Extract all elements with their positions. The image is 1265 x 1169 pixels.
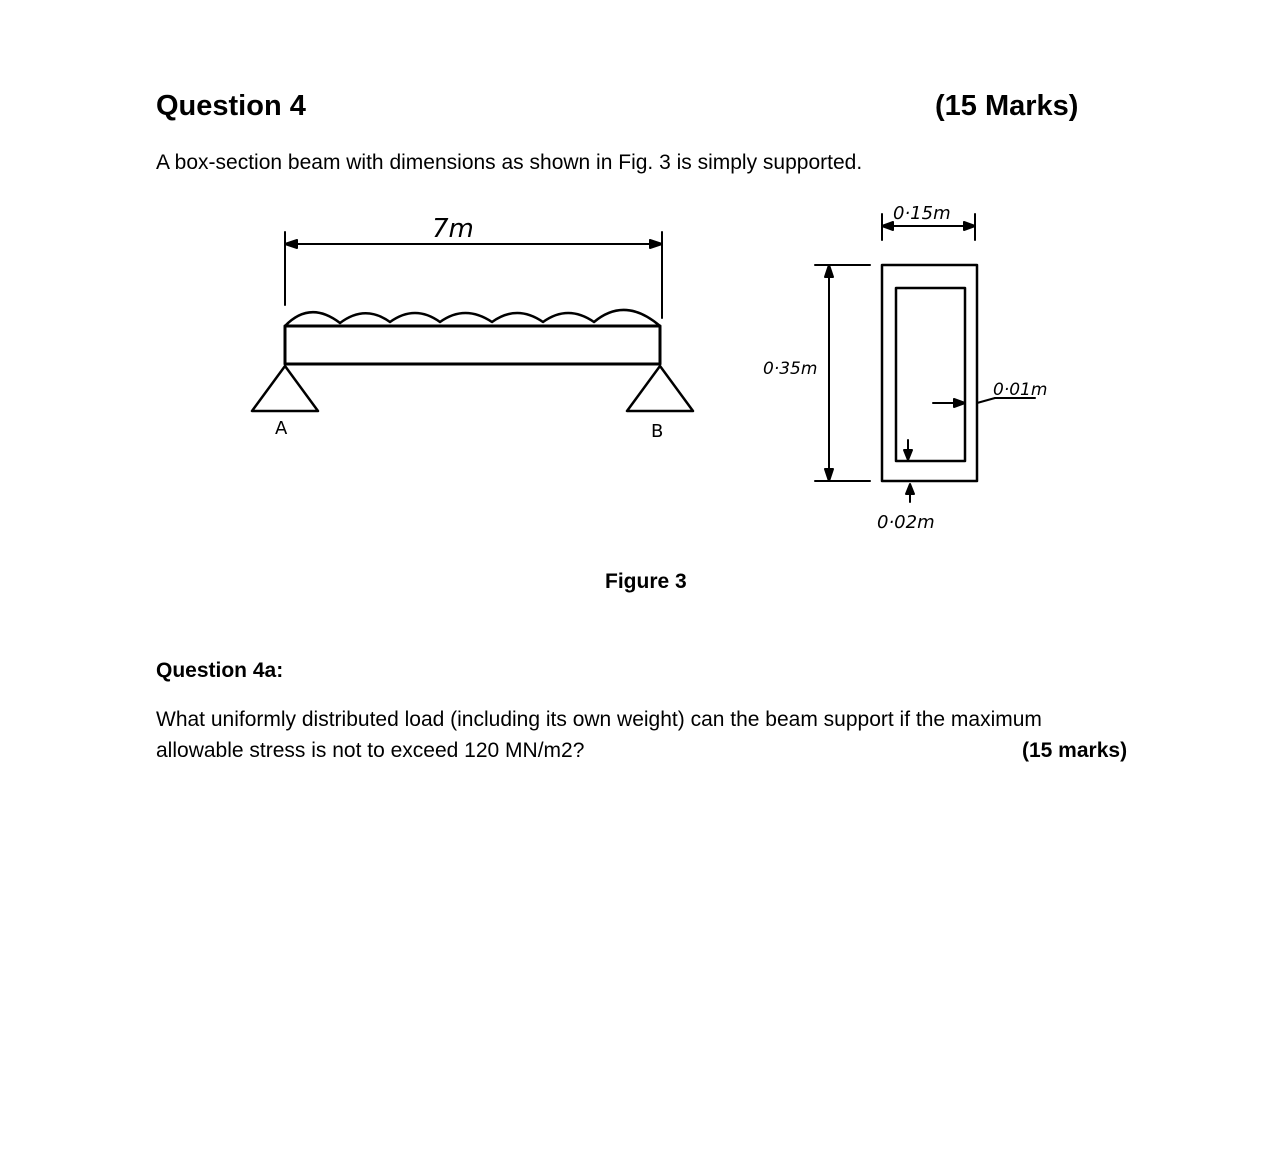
sub-question-text-line-2: allowable stress is not to exceed 120 MN/m2? xyxy=(156,739,585,762)
question-marks: (15 Marks) xyxy=(935,90,1079,122)
height-dimension-line xyxy=(815,265,870,481)
support-a-icon xyxy=(252,366,318,411)
sub-question-heading: Question 4a: xyxy=(156,659,284,682)
height-label: 0·35m xyxy=(763,359,818,379)
box-section-inner xyxy=(896,288,965,461)
width-label: 0·15m xyxy=(893,203,951,224)
bottom-thickness-dimension xyxy=(904,440,914,502)
distributed-load-icon xyxy=(285,310,660,326)
span-label: 7m xyxy=(432,214,474,244)
question-intro: A box-section beam with dimensions as shown in Fig. 3 is simply supported. xyxy=(156,151,863,174)
figure-caption: Figure 3 xyxy=(605,570,687,593)
side-thickness-dimension xyxy=(933,398,1035,407)
sub-question-marks: (15 marks) xyxy=(1022,739,1128,762)
support-a-label: A xyxy=(275,418,288,439)
side-thickness-label: 0·01m xyxy=(993,380,1048,400)
width-dimension-line xyxy=(882,214,975,240)
span-dimension-line xyxy=(285,232,662,318)
bottom-thickness-label: 0·02m xyxy=(877,512,935,533)
box-section-outer xyxy=(882,265,977,481)
beam-icon xyxy=(285,326,660,364)
sub-question-text-line-1: What uniformly distributed load (including its own weight) can the beam support if the maximum xyxy=(156,708,1042,731)
support-b-icon xyxy=(627,366,693,411)
support-b-label: B xyxy=(651,421,664,442)
question-title: Question 4 xyxy=(156,90,306,122)
